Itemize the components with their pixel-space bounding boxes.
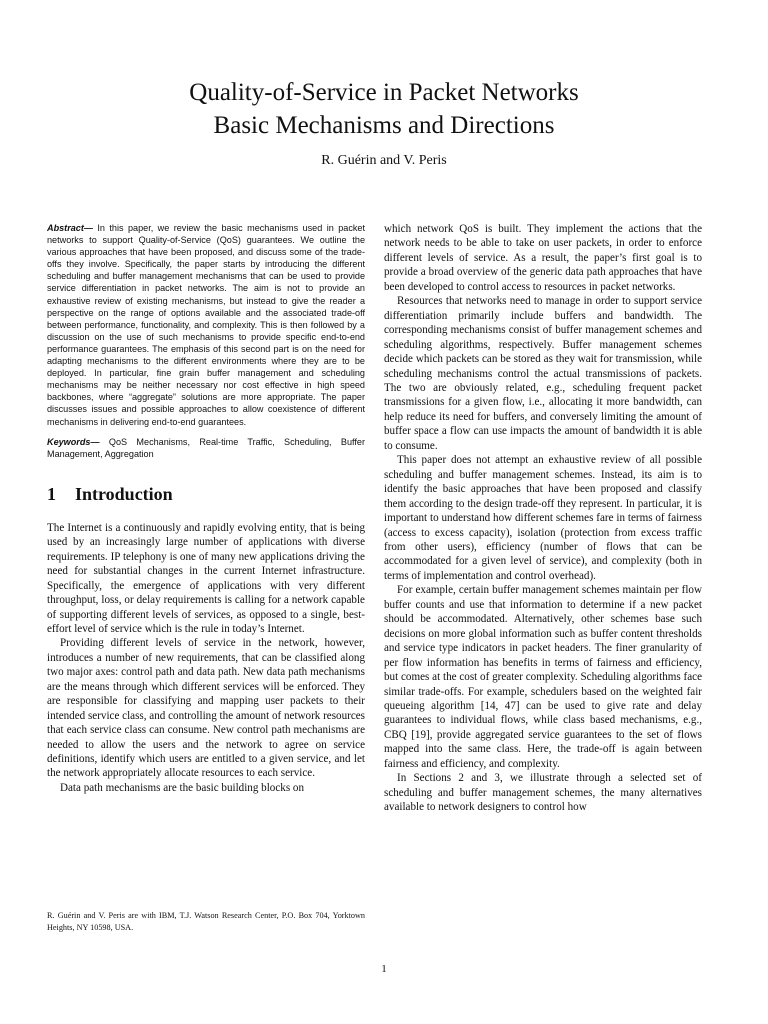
abstract-label: Abstract—: [47, 223, 93, 233]
keywords-text: QoS Mechanisms, Real-time Traffic, Scheduling, Buffer Management, Aggregation: [47, 436, 365, 459]
page-number: 1: [381, 963, 387, 975]
section-number: 1: [47, 483, 56, 504]
keywords: [47, 436, 365, 460]
section-title: Introduction: [75, 483, 173, 504]
body-paragraph: which network QoS is built. They implement the actions that the network needs to be able to take on user packets, in order to enforce different levels of service. As a result, the paper’s first goal is to provide a broad overview of the generic data path approaches that have been developed to control access to resources in packet networks.: [384, 223, 702, 293]
left-body-text: [47, 521, 365, 796]
body-paragraph: Resources that networks need to manage in order to support service differentiation primarily include buffers and bandwidth. The corresponding mechanisms consist of buffer management schemes and scheduling algorithms, respectively. Buffer management schemes decide which packets can be stored as they wait for transmission, while scheduling mechanisms control the actual transmissions of packets. The two are obviously related, e.g., scheduling frequent packet transmissions for a given flow, i.e., allocating it more bandwidth, can help reduce its need for buffers, and conversely limiting the amount of buffer space a flow can use impacts the amount of bandwidth it is able to consume.: [384, 295, 702, 452]
paper-title: [0, 76, 768, 142]
author-affiliation-footnote: R. Guérin and V. Peris are with IBM, T.J. Watson Research Center, P.O. Box 704, Yorktown Heights, NY 10598, USA.: [47, 911, 365, 932]
abstract: [47, 222, 365, 428]
title-line-2: Basic Mechanisms and Directions: [213, 112, 555, 139]
body-paragraph: The Internet is a continuously and rapidly evolving entity, that is being used by an increasingly large number of applications with diverse requirements. IP telephony is one of many new applications driving the need for substantial changes in the current Internet infrastructure. Specifically, the emergence of applications with very different throughput, loss, or delay requirements is calling for a network capable of supporting different levels of services, as opposed to a single, best-effort level of service which is the rule in today’s Internet.: [47, 521, 365, 635]
section-heading: [47, 484, 365, 505]
author-line: R. Guérin and V. Peris: [321, 153, 447, 168]
abstract-text: In this paper, we review the basic mechanisms used in packet networks to support Quality-of-Service (QoS) guarantees. We outline the various approaches that have been proposed, and discuss some of the trade-offs they involve. Specifically, the paper starts by introducing the different scheduling and buffer management mechanisms that can be used to provide service differentiation in packet networks. The aim is not to provide an exhaustive review of existing mechanisms, but instead to give the reader a perspective on the range of options available and the associated trade-off between performance, functionality, and complexity. This is then followed by a discussion on the use of such mechanisms to provide specific end-to-end performance guarantees. The emphasis of this second part is on the need for adapting mechanisms to the different environments where they are to be deployed. In particular, fine grain buffer management and scheduling mechanisms may be neither necessary nor cost effective in high speed backbones, where “aggregate” solutions are more appropriate. The paper discusses issues and possible approaches to allow coexistence of different mechanisms in delivering end-to-end guarantees.: [47, 223, 365, 427]
keywords-label: Keywords—: [47, 436, 100, 447]
left-column: [47, 222, 365, 795]
body-paragraph: In Sections 2 and 3, we illustrate through a selected set of scheduling and buffer management schemes, the many alternatives available to network designers to control how: [384, 772, 702, 814]
body-paragraph: This paper does not attempt an exhaustive review of all possible scheduling and buffer management schemes. Instead, its aim is to identify the basic approaches that have been proposed and classify them according to the design trade-off they represent. In particular, it is important to understand how different schemes fare in terms of fairness (access to excess capacity), isolation (protection from excess traffic from other users), efficiency (number of flows that can be accommodated for a given level of service), and complexity (both in terms of implementation and control overhead).: [384, 454, 702, 582]
body-paragraph: Data path mechanisms are the basic building blocks on: [60, 781, 304, 794]
body-paragraph: For example, certain buffer management schemes maintain per flow buffer counts and use that information to determine if a new packet should be accommodated. Alternatively, other schemes base such decisions on more global information such as buffer content thresholds and service type indicators in packet headers. The finer granularity of per flow information has benefits in terms of fairness and efficiency, but comes at the cost of greater complexity. Scheduling algorithms face similar trade-offs. For example, schedulers based on the weighted fair queueing algorithm [14, 47] can be used to give rate and delay guarantees to individual flows, while class based mechanisms, e.g., CBQ [19], provide aggregated service guarantees to the set of flows mapped into the same class. Here, the trade-off is again between fairness and efficiency, and complexity.: [384, 584, 702, 770]
right-column: [384, 222, 702, 815]
body-paragraph: Providing different levels of service in the network, however, introduces a number of new requirements, that can be classified along two major axes: control path and data path. New data path mechanisms are the means through which different services will be enforced. They are responsible for classifying and mapping user packets to their intended service class, and controlling the amount of network resources that each service class can consume. New control path mechanisms are needed to allow the users and the network to agree on service definitions, identify which users are entitled to a given service, and let the network appropriately allocate resources to each service.: [47, 637, 365, 780]
title-line-1: Quality-of-Service in Packet Networks: [189, 79, 579, 106]
right-body-text: [384, 222, 702, 815]
